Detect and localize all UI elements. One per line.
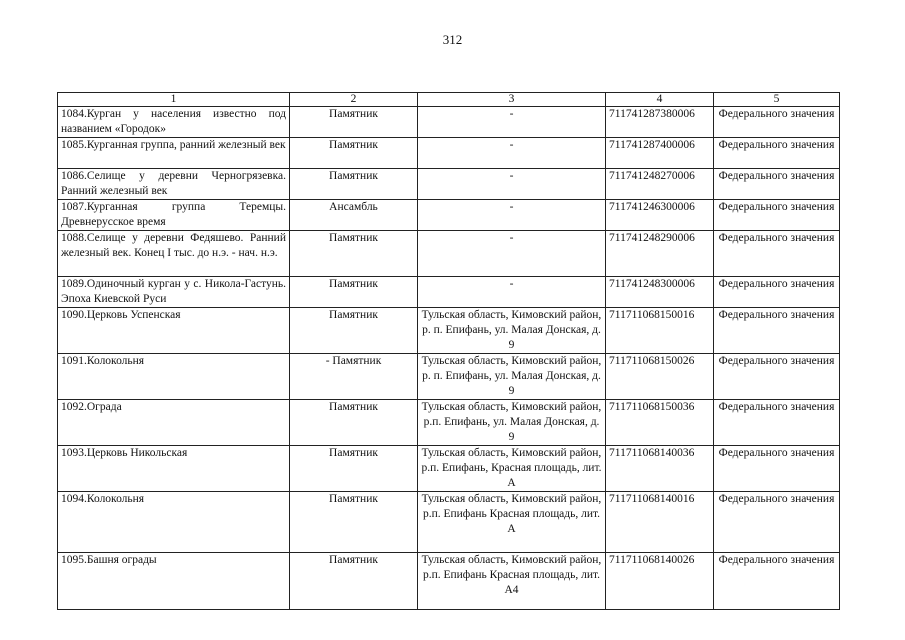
category-cell: Федерального значения <box>714 169 840 200</box>
table-row <box>58 169 840 200</box>
registry-number-cell: 711741248290006 <box>606 231 714 277</box>
category-cell: Федерального значения <box>714 138 840 169</box>
row-number: 1091. <box>61 355 87 367</box>
row-number: 1084. <box>61 108 87 120</box>
row-number: 1085. <box>61 139 87 151</box>
category-cell: Федерального значения <box>714 308 840 354</box>
row-number: 1092. <box>61 401 87 413</box>
address-cell: - <box>418 277 606 308</box>
object-name: Колокольня <box>86 493 145 505</box>
table-row <box>58 277 840 308</box>
object-type-cell: Памятник <box>290 138 418 169</box>
object-name-cell <box>58 138 290 169</box>
object-name: Ограда <box>86 401 122 413</box>
registry-number-cell: 711741287380006 <box>606 107 714 138</box>
address-cell: Тульская область, Кимовский район, р. п. Епифань, ул. Малая Донская, д. 9 <box>418 354 606 400</box>
table-row <box>58 446 840 492</box>
category-cell: Федерального значения <box>714 446 840 492</box>
object-type-cell: Памятник <box>290 308 418 354</box>
object-name: Башня ограды <box>86 554 157 566</box>
object-type-cell: Памятник <box>290 169 418 200</box>
address-cell: Тульская область, Кимовский район, р.п. Епифань, Красная площадь, лит. А <box>418 446 606 492</box>
row-number: 1093. <box>61 447 87 459</box>
registry-number-cell: 711741248270006 <box>606 169 714 200</box>
object-name-cell <box>58 277 290 308</box>
table-row <box>58 231 840 277</box>
object-name-cell <box>58 308 290 354</box>
category-cell: Федерального значения <box>714 277 840 308</box>
row-number: 1089. <box>61 278 87 290</box>
address-cell: - <box>418 138 606 169</box>
object-name-cell <box>58 553 290 610</box>
object-name: Церковь Успенская <box>86 309 181 321</box>
object-name: Селище у деревни Федяшево. Ранний железный век. Конец I тыс. до н.э. - нач. н.э. <box>61 232 286 259</box>
table-row <box>58 308 840 354</box>
object-type-cell: Памятник <box>290 553 418 610</box>
category-cell: Федерального значения <box>714 200 840 231</box>
registry-number-cell: 711711068150036 <box>606 400 714 446</box>
registry-number-cell: 711711068150016 <box>606 308 714 354</box>
object-type-cell: Памятник <box>290 107 418 138</box>
address-cell: Тульская область, Кимовский район, р.п. Епифань Красная площадь, лит. А4 <box>418 553 606 610</box>
registry-number-cell: 711711068140036 <box>606 446 714 492</box>
heritage-registry-table <box>57 92 840 610</box>
registry-number-cell: 711741287400006 <box>606 138 714 169</box>
table-row <box>58 400 840 446</box>
table-row <box>58 138 840 169</box>
category-cell: Федерального значения <box>714 231 840 277</box>
object-type-cell: Памятник <box>290 446 418 492</box>
address-cell: - <box>418 107 606 138</box>
row-number: 1086. <box>61 170 87 182</box>
object-name: Курганная группа Теремцы. Древнерусское время <box>61 201 286 228</box>
object-name-cell <box>58 200 290 231</box>
object-type-cell: Памятник <box>290 492 418 553</box>
address-cell: Тульская область, Кимовский район, р.п. Епифань, ул. Малая Донская, д. 9 <box>418 400 606 446</box>
header-col-4: 4 <box>606 93 714 107</box>
registry-number-cell: 711741248300006 <box>606 277 714 308</box>
address-cell: Тульская область, Кимовский район, р.п. Епифань Красная площадь, лит. А <box>418 492 606 553</box>
table-header <box>58 93 840 107</box>
object-name: Курганная группа, ранний железный век <box>86 139 286 151</box>
table-row <box>58 107 840 138</box>
header-col-1: 1 <box>58 93 290 107</box>
row-number: 1094. <box>61 493 87 505</box>
registry-number-cell: 711741246300006 <box>606 200 714 231</box>
object-name-cell <box>58 231 290 277</box>
object-name-cell <box>58 354 290 400</box>
header-col-2: 2 <box>290 93 418 107</box>
row-number: 1088. <box>61 232 87 244</box>
header-col-3: 3 <box>418 93 606 107</box>
object-name-cell <box>58 107 290 138</box>
object-type-cell: Ансамбль <box>290 200 418 231</box>
category-cell: Федерального значения <box>714 400 840 446</box>
object-name: Одиночный курган у с. Никола-Гастунь. Эпоха Киевской Руси <box>61 278 286 305</box>
object-type-cell: - Памятник <box>290 354 418 400</box>
object-name: Колокольня <box>86 355 145 367</box>
page-number: 312 <box>442 32 463 47</box>
row-number: 1090. <box>61 309 87 321</box>
registry-number-cell: 711711068140016 <box>606 492 714 553</box>
row-number: 1095. <box>61 554 87 566</box>
category-cell: Федерального значения <box>714 107 840 138</box>
category-cell: Федерального значения <box>714 553 840 610</box>
category-cell: Федерального значения <box>714 354 840 400</box>
category-cell: Федерального значения <box>714 492 840 553</box>
table-row <box>58 354 840 400</box>
header-col-5: 5 <box>714 93 840 107</box>
object-type-cell: Памятник <box>290 277 418 308</box>
address-cell: Тульская область, Кимовский район, р. п. Епифань, ул. Малая Донская, д. 9 <box>418 308 606 354</box>
address-cell: - <box>418 169 606 200</box>
object-type-cell: Памятник <box>290 400 418 446</box>
header-row <box>58 93 840 107</box>
row-number: 1087. <box>61 201 87 213</box>
object-name-cell <box>58 446 290 492</box>
object-name-cell <box>58 169 290 200</box>
object-name-cell <box>58 492 290 553</box>
table-row <box>58 200 840 231</box>
address-cell: - <box>418 231 606 277</box>
table-row <box>58 553 840 610</box>
object-name: Церковь Никольская <box>86 447 188 459</box>
registry-number-cell: 711711068150026 <box>606 354 714 400</box>
registry-number-cell: 711711068140026 <box>606 553 714 610</box>
object-type-cell: Памятник <box>290 231 418 277</box>
object-name: Курган у населения известно под названием «Городок» <box>61 108 286 135</box>
table-row <box>58 492 840 553</box>
table-body <box>58 107 840 610</box>
object-name-cell <box>58 400 290 446</box>
address-cell: - <box>418 200 606 231</box>
object-name: Селище у деревни Черногрязевка. Ранний железный век <box>61 170 286 197</box>
